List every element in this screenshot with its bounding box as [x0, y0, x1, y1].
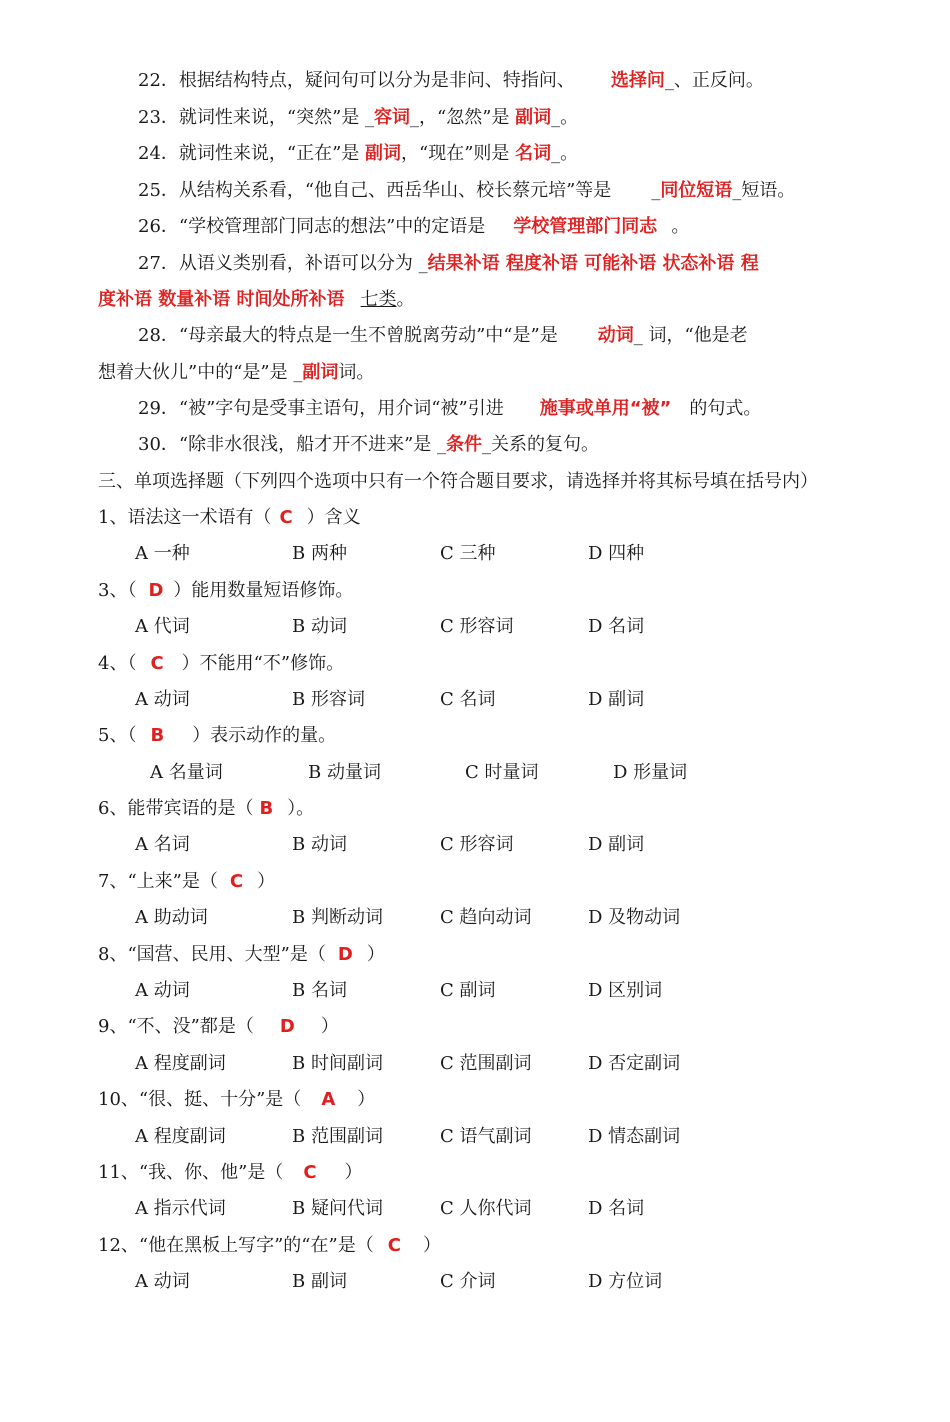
option: B 动词 — [292, 616, 347, 637]
question-text: 。 — [671, 216, 690, 237]
question-text: ） — [357, 1089, 376, 1110]
answer: D — [279, 1016, 295, 1037]
option: B 动量词 — [308, 762, 381, 783]
answer: C — [279, 507, 293, 528]
question-text: 5、（ — [98, 725, 137, 746]
option: B 副词 — [292, 1271, 347, 1292]
answer: B — [259, 798, 274, 819]
answer: C — [303, 1162, 317, 1183]
option: A 一种 — [135, 543, 190, 564]
question-text: 1、语法这一术语有（ — [98, 507, 272, 528]
question-text: 22．根据结构特点，疑问句可以分为是非问、特指问、 — [138, 70, 575, 91]
answer: C — [150, 653, 164, 674]
answer: 施事或单用“被” — [539, 398, 672, 419]
option: D 区别词 — [588, 980, 663, 1001]
option: D 名词 — [588, 1198, 645, 1219]
question-text: ） — [257, 871, 276, 892]
option: A 程度副词 — [135, 1126, 226, 1147]
question-26 — [138, 215, 689, 239]
option: A 助动词 — [135, 907, 208, 928]
mcq-question — [98, 652, 344, 676]
question-30 — [138, 433, 599, 457]
answer: B — [150, 725, 165, 746]
option: D 否定副词 — [588, 1053, 681, 1074]
option: D 四种 — [588, 543, 645, 564]
option: D 名词 — [588, 616, 645, 637]
mcq-question — [98, 870, 275, 894]
question-text: _。 — [551, 107, 579, 128]
question-text: 27．从语义类别看，补语可以分为 _ — [138, 253, 428, 274]
question-text: 30．“除非水很浅，船才开不进来”是 _ — [138, 434, 447, 455]
option: B 时间副词 — [292, 1053, 383, 1074]
answer: 动词 — [597, 325, 634, 346]
option: C 形容词 — [440, 834, 514, 855]
question-text: 12、“他在黑板上写字”的“在”是（ — [98, 1235, 374, 1256]
question-text: 25．从结构关系看，“他自己、西岳华山、校长蔡元培”等是 — [138, 180, 612, 201]
question-text: 3、（ — [98, 580, 137, 601]
option: A 指示代词 — [135, 1198, 226, 1219]
section-title: 三、单项选择题（下列四个选项中只有一个符合题目要求，请选择并将其标号填在括号内） — [98, 471, 818, 492]
question-text: ）表示动作的量。 — [192, 725, 337, 746]
question-text: _关系的复句。 — [482, 434, 600, 455]
option: C 名词 — [440, 689, 496, 710]
option: A 动词 — [135, 980, 190, 1001]
question-text: 7、“上来”是（ — [98, 871, 218, 892]
question-text: 6、能带宾语的是（ — [98, 798, 254, 819]
question-text: ，“现在”则是 — [401, 143, 516, 164]
mcq-question — [98, 724, 336, 748]
question-text: ） — [344, 1162, 363, 1183]
question-text: ）不能用“不”修饰。 — [181, 653, 345, 674]
blank-mark: _ — [651, 180, 661, 201]
question-text: _短语。 — [732, 180, 796, 201]
option: D 副词 — [588, 689, 645, 710]
answer: 同位短语 — [660, 180, 733, 201]
option: C 形容词 — [440, 616, 514, 637]
question-text: ） — [366, 944, 385, 965]
mcq-question — [98, 943, 385, 967]
mcq-question — [98, 797, 314, 821]
answer: 副词 — [365, 143, 402, 164]
question-text: 28．“母亲最大的特点是一生不曾脱离劳动”中“是”是 — [138, 325, 558, 346]
option: B 判断动词 — [292, 907, 383, 928]
answer: 度补语 数量补语 时间处所补语 — [98, 289, 345, 310]
question-27 — [138, 252, 759, 276]
question-text: 8、“国营、民用、大型”是（ — [98, 944, 326, 965]
option: C 语气副词 — [440, 1126, 532, 1147]
option: B 疑问代词 — [292, 1198, 383, 1219]
question-text: _，“忽然”是 — [410, 107, 516, 128]
answer: 结果补语 程度补语 可能补语 状态补语 程 — [427, 253, 759, 274]
question-22 — [138, 69, 764, 93]
question-text: 11、“我、你、他”是（ — [98, 1162, 284, 1183]
mcq-question — [98, 1015, 339, 1039]
question-text: 。 — [396, 289, 415, 310]
question-text: 29．“被”字句是受事主语句，用介词“被”引进 — [138, 398, 504, 419]
question-text: 4、（ — [98, 653, 137, 674]
question-text: 23．就词性来说，“突然”是 _ — [138, 107, 375, 128]
answer: 条件 — [446, 434, 483, 455]
option: C 时量词 — [465, 762, 539, 783]
question-text: 10、“很、挺、十分”是（ — [98, 1089, 302, 1110]
question-text: 24．就词性来说，“正在”是 — [138, 143, 366, 164]
question-text: 26．“学校管理部门同志的想法”中的定语是 — [138, 216, 486, 237]
mcq-question — [98, 579, 353, 603]
question-text: _ 词，“他是老 — [633, 325, 748, 346]
question-25 — [138, 179, 795, 203]
option: B 两种 — [292, 543, 347, 564]
option: D 方位词 — [588, 1271, 663, 1292]
question-28-continued — [98, 361, 374, 385]
question-text: 七类 — [360, 289, 397, 310]
option: A 代词 — [135, 616, 190, 637]
option: D 及物动词 — [588, 907, 681, 928]
question-text: _、正反问。 — [664, 70, 764, 91]
option: B 动词 — [292, 834, 347, 855]
question-text: ） — [320, 1016, 339, 1037]
question-text: 9、“不、没”都是（ — [98, 1016, 254, 1037]
option: D 形量词 — [613, 762, 688, 783]
mcq-question — [98, 1088, 375, 1112]
answer: 名词 — [515, 143, 552, 164]
option: D 情态副词 — [588, 1126, 681, 1147]
mcq-question — [98, 506, 361, 530]
answer: 容词 — [374, 107, 411, 128]
answer: 副词 — [515, 107, 552, 128]
question-28 — [138, 324, 748, 348]
question-text: ） — [422, 1235, 441, 1256]
option: B 范围副词 — [292, 1126, 383, 1147]
answer: C — [387, 1235, 401, 1256]
option: C 三种 — [440, 543, 496, 564]
question-27-continued — [98, 288, 415, 312]
question-text: ）。 — [287, 798, 315, 819]
option: C 人你代词 — [440, 1198, 532, 1219]
option: A 动词 — [135, 1271, 190, 1292]
option: C 范围副词 — [440, 1053, 532, 1074]
answer: 选择问 — [610, 70, 665, 91]
mcq-question — [98, 1161, 363, 1185]
option: B 名词 — [292, 980, 347, 1001]
option: A 程度副词 — [135, 1053, 226, 1074]
question-text: 想着大伙儿”中的“是”是 _ — [98, 362, 303, 383]
option: C 介词 — [440, 1271, 496, 1292]
mcq-question — [98, 1234, 441, 1258]
answer: C — [229, 871, 244, 892]
option: A 名量词 — [150, 762, 223, 783]
option: A 名词 — [135, 834, 190, 855]
question-text: 的句式。 — [689, 398, 762, 419]
question-text: 词。 — [338, 362, 375, 383]
option: A 动词 — [135, 689, 190, 710]
question-23 — [138, 106, 578, 130]
option: C 副词 — [440, 980, 496, 1001]
option: C 趋向动词 — [440, 907, 532, 928]
answer: A — [321, 1089, 336, 1110]
answer: 副词 — [302, 362, 339, 383]
question-text: _。 — [551, 143, 579, 164]
option: D 副词 — [588, 834, 645, 855]
question-text: ）能用数量短语修饰。 — [173, 580, 354, 601]
option: B 形容词 — [292, 689, 365, 710]
question-24 — [138, 142, 578, 166]
question-29 — [138, 397, 761, 421]
answer: D — [337, 944, 353, 965]
question-text: ）含义 — [306, 507, 361, 528]
answer: 学校管理部门同志 — [513, 216, 658, 237]
answer: D — [148, 580, 164, 601]
